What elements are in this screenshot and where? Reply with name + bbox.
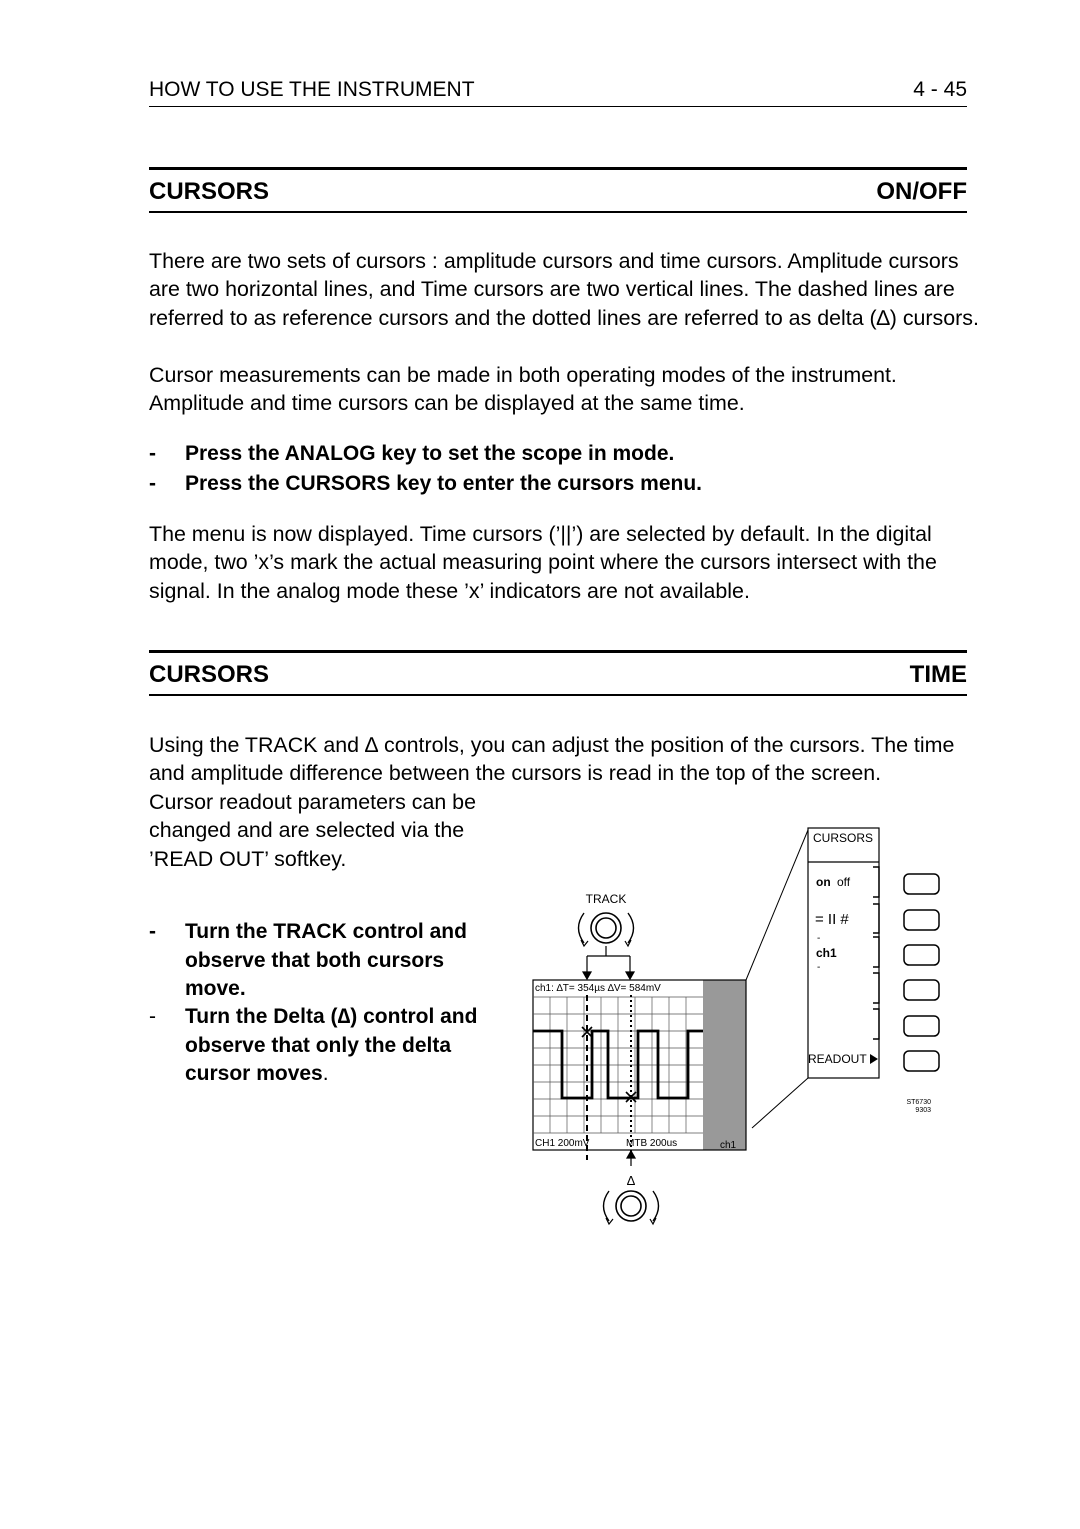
step-turn-delta: - Turn the Delta (∆) control and observe that only the delta cursor moves. xyxy=(149,1005,478,1085)
step-press-cursors: - Press the CURSORS key to enter the cursors menu. xyxy=(149,472,702,495)
page-number: 4 - 45 xyxy=(913,78,967,101)
menu-ch1: ch1 xyxy=(816,946,837,960)
menu-minus-bottom: - xyxy=(817,962,821,973)
menu-minus-top: - xyxy=(817,933,821,944)
cursors-softkey-menu xyxy=(808,828,879,1078)
cursors-intro-paragraph: There are two sets of cursors : amplitude cursors and time cursors. Amplitude cursors are two horizontal lines, and Time cursors are two vertical lines. The dashed lines are referred to as reference cursors and the dotted lines are referred to as delta (∆) cursors. xyxy=(149,249,979,330)
track-linkage xyxy=(583,946,634,979)
softkey-4[interactable] xyxy=(904,980,939,1000)
section-subtitle-onoff: ON/OFF xyxy=(876,178,967,205)
step-turn-track: - Turn the TRACK control and observe that both cursors move. xyxy=(149,920,467,1000)
section-title-cursors: CURSORS xyxy=(149,178,270,205)
cursor-modes-paragraph: Cursor measurements can be made in both operating modes of the instrument. Amplitude and time cursors can be displayed at the same time. xyxy=(149,363,897,416)
screen-top-readout: ch1: ∆T= 354µs ∆V= 584mV xyxy=(535,983,661,994)
menu-cursor-symbols: = II # xyxy=(815,911,849,928)
section-subtitle-time: TIME xyxy=(909,661,967,688)
delta-knob xyxy=(604,1191,659,1224)
screen-channel-readout: CH1 200mV xyxy=(535,1138,590,1149)
track-label: TRACK xyxy=(585,892,627,906)
softkey-5[interactable] xyxy=(904,1016,939,1036)
figure-code: ST6730 xyxy=(906,1099,931,1106)
menu-description-paragraph: The menu is now displayed. Time cursors (’||’) are selected by default. In the digital mode, two ’x’s mark the actual measuring point where the cursors intersect with the signal. In the analog mode these ’x’ indicators are not available. xyxy=(149,522,937,603)
delta-linkage xyxy=(627,1151,635,1166)
zoom-line-bottom xyxy=(752,1078,808,1128)
menu-title: CURSORS xyxy=(812,831,874,845)
track-knob xyxy=(579,913,634,946)
zoom-line-top xyxy=(746,830,808,980)
softkey-1[interactable] xyxy=(904,874,939,894)
delta-label: ∆ xyxy=(627,1173,635,1188)
menu-off-label: off xyxy=(837,875,851,889)
softkey-6[interactable] xyxy=(904,1051,939,1071)
scope-screen xyxy=(533,980,746,1160)
readout-parameters-paragraph: Cursor readout parameters can be changed and are selected via the ’READ OUT’ softkey. xyxy=(149,790,476,871)
menu-brackets xyxy=(873,867,879,1039)
softkey-2[interactable] xyxy=(904,910,939,930)
track-delta-paragraph: Using the TRACK and ∆ controls, you can adjust the position of the cursors. The time and amplitude difference between the cursors is read in the top of the screen. xyxy=(149,733,955,786)
screen-timebase-readout: MTB 200us xyxy=(626,1138,678,1149)
menu-readout: READOUT xyxy=(808,1052,867,1066)
section-title-cursors: CURSORS xyxy=(149,661,270,688)
screen-grid xyxy=(533,997,703,1133)
screen-trigger-readout: ch1 xyxy=(720,1140,737,1151)
step-press-analog: - Press the ANALOG key to set the scope in mode. xyxy=(149,442,675,465)
running-header-title: HOW TO USE THE INSTRUMENT xyxy=(149,78,475,101)
figure-code-date: 9303 xyxy=(915,1107,931,1114)
menu-on-label: on xyxy=(816,875,831,889)
softkey-3[interactable] xyxy=(904,945,939,965)
readout-arrow-icon xyxy=(870,1054,878,1064)
